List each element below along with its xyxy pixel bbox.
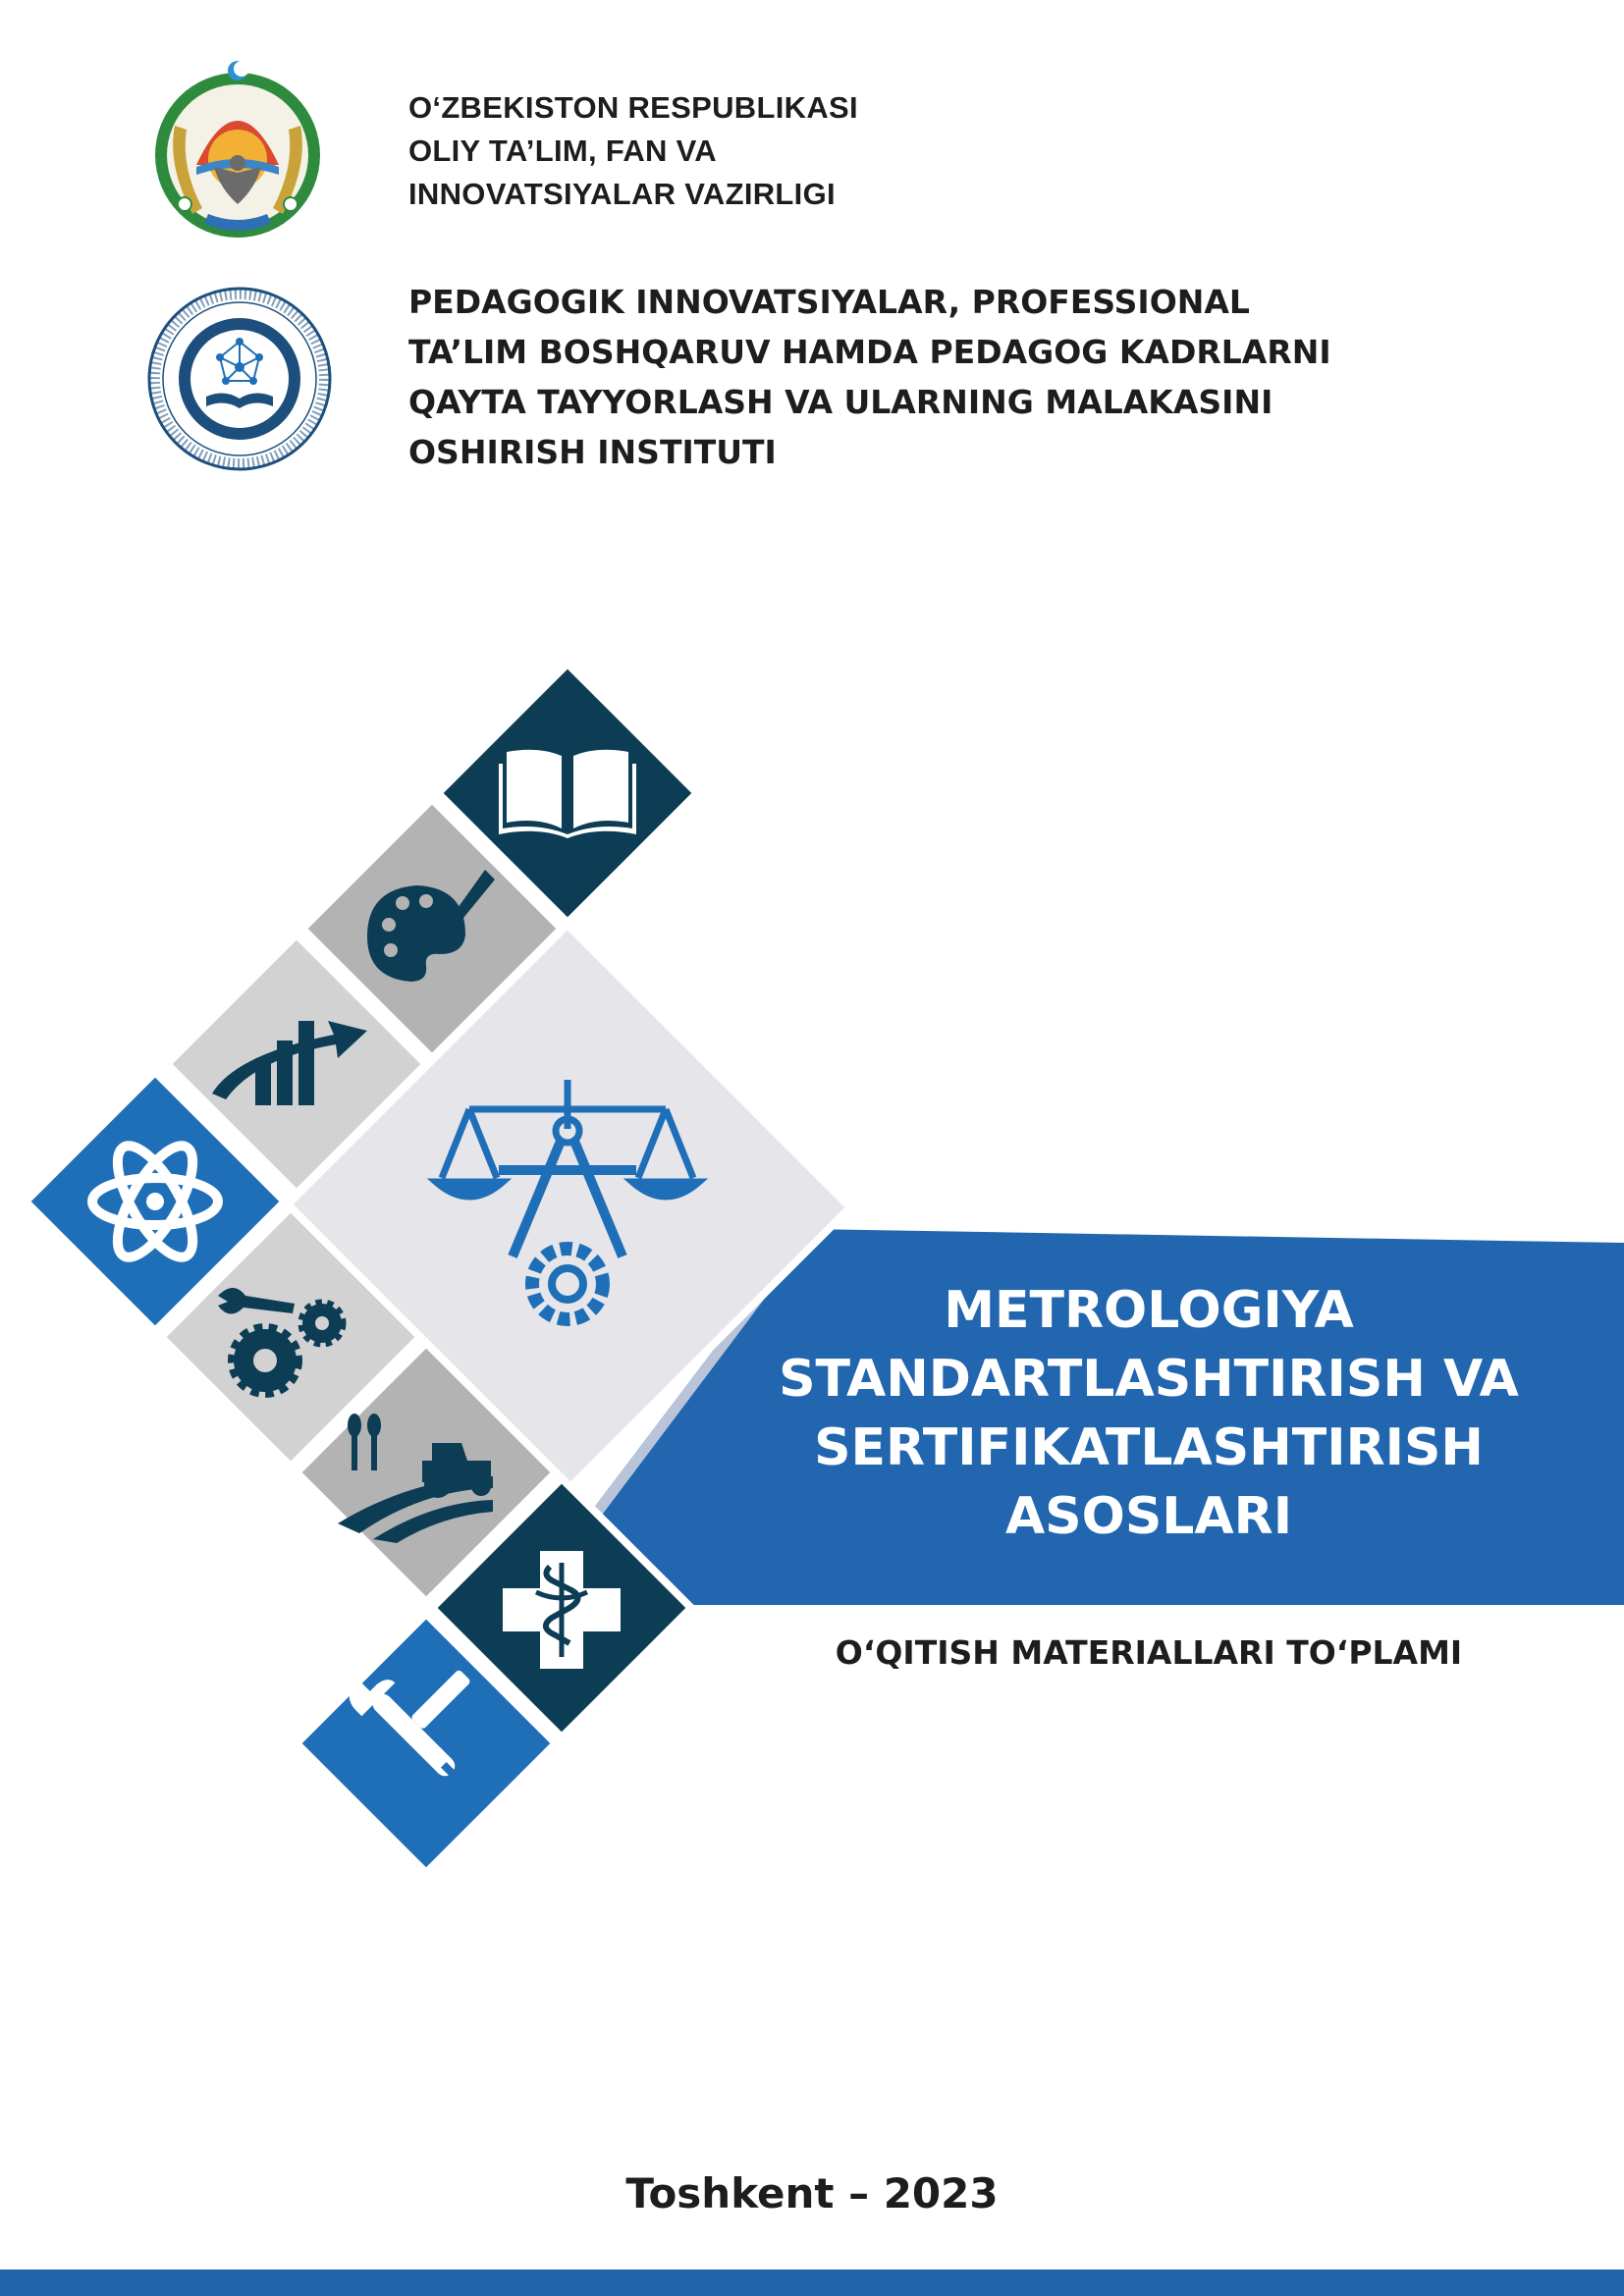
title-line-3: SERTIFIKATLASHTIRISH — [814, 1418, 1484, 1477]
title-line-1: METROLOGIYA — [944, 1281, 1354, 1340]
state-emblem-logo — [145, 57, 330, 243]
institute-line-3: QAYTA TAYYORLASH VA ULARNING MALAKASINI — [408, 383, 1273, 421]
institute-name — [408, 277, 1331, 477]
document-title — [756, 1276, 1542, 1551]
ministry-line-3: INNOVATSIYALAR VAZIRLIGI — [408, 177, 836, 211]
ministry-line-1: O‘ZBEKISTON RESPUBLIKASI — [408, 90, 858, 125]
place-and-year: Toshkent – 2023 — [625, 2169, 999, 2217]
title-line-2: STANDARTLASHTIRISH VA — [779, 1350, 1519, 1409]
institute-line-1: PEDAGOGIK INNOVATSIYALAR, PROFESSIONAL — [408, 283, 1250, 321]
footer-bar — [0, 2269, 1624, 2296]
institute-logo — [147, 287, 332, 471]
institute-line-2: TA’LIM BOSHQARUV HAMDA PEDAGOG KADRLARNI — [408, 333, 1331, 371]
ministry-line-2: OLIY TA’LIM, FAN VA — [408, 133, 717, 168]
title-line-4: ASOSLARI — [1004, 1487, 1293, 1546]
document-subtitle: O‘QITISH MATERIALLARI TO‘PLAMI — [835, 1633, 1463, 1672]
subject-mosaic — [0, 648, 884, 1895]
ministry-name — [408, 86, 858, 216]
institute-line-4: OSHIRISH INSTITUTI — [408, 433, 777, 471]
